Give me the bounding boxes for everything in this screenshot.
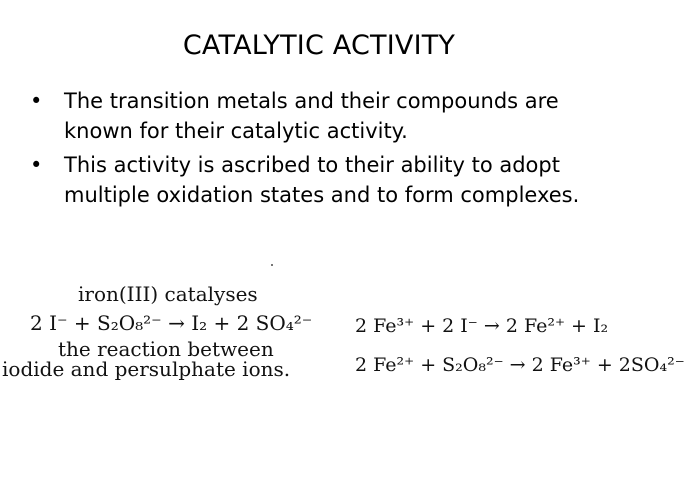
bullet-icon: • [30, 89, 43, 113]
image-text-line: the reaction between [58, 337, 274, 361]
chemical-equation: 2 Fe²⁺ + S₂O₈²⁻ → 2 Fe³⁺ + 2SO₄²⁻ [355, 354, 685, 376]
image-text-line: iron(III) catalyses [78, 282, 258, 306]
bullet-list [30, 86, 620, 214]
image-equation: 2 I⁻ + S₂O₈²⁻ → I₂ + 2 SO₄²⁻ [30, 311, 313, 335]
scan-artifact [271, 264, 273, 266]
bullet-item [30, 86, 620, 146]
bullet-text: The transition metals and their compounds are known for their catalytic activity. [64, 89, 559, 143]
chemical-equation: 2 Fe³⁺ + 2 I⁻ → 2 Fe²⁺ + I₂ [355, 315, 609, 337]
bullet-icon: • [30, 153, 43, 177]
bullet-text: This activity is ascribed to their ability to adopt multiple oxidation states and to form complexes. [64, 153, 580, 207]
image-text-line: iodide and persulphate ions. [2, 357, 291, 381]
slide-title: CATALYTIC ACTIVITY [182, 30, 456, 61]
bullet-item [30, 150, 620, 210]
